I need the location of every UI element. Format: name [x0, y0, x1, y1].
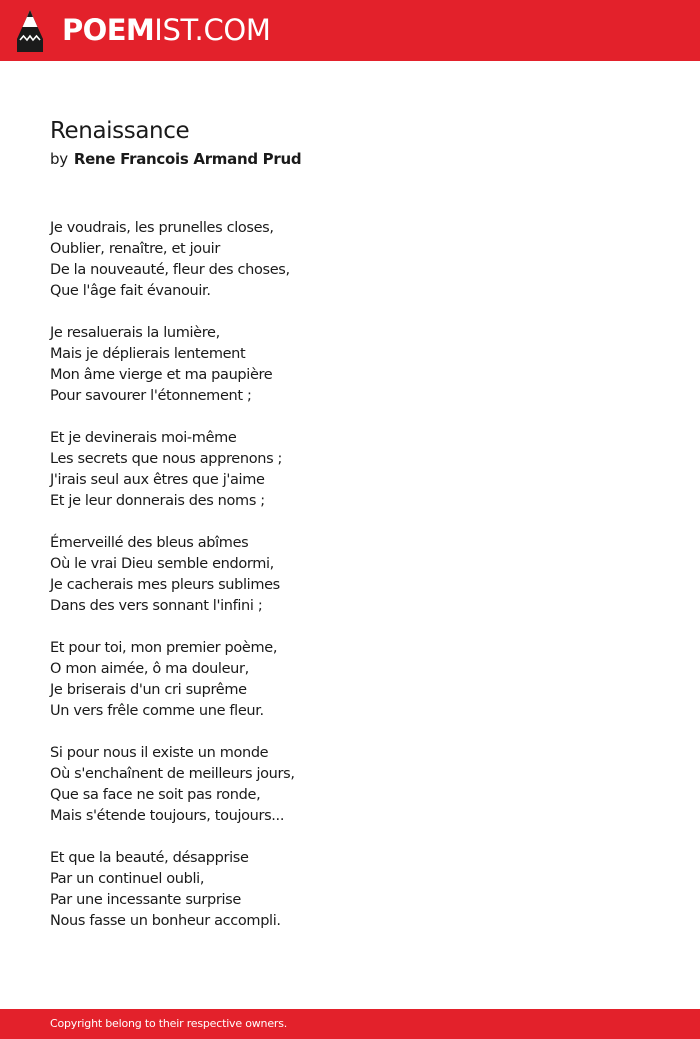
stanza: [50, 218, 650, 302]
poem-line: Que sa face ne soit pas ronde,: [50, 787, 261, 803]
poem-line: Mais je déplierais lentement: [50, 346, 246, 362]
stanza: [50, 428, 650, 512]
site-logo[interactable]: [62, 12, 271, 48]
poem-line: Nous fasse un bonheur accompli.: [50, 913, 281, 929]
poem-line: De la nouveauté, fleur des choses,: [50, 262, 290, 278]
byline: [50, 148, 301, 170]
site-header: [0, 0, 700, 61]
copyright-text: Copyright belong to their respective owners.: [50, 1017, 288, 1030]
logo-text-light: IST.COM: [154, 13, 271, 47]
pencil-icon[interactable]: [17, 9, 43, 52]
poem-line: Je resaluerais la lumière,: [50, 325, 220, 341]
poem-line: O mon aimée, ô ma douleur,: [50, 661, 249, 677]
poem-line: Et je devinerais moi-même: [50, 430, 237, 446]
poem-body: [50, 218, 650, 953]
poem-line: Un vers frêle comme une fleur.: [50, 703, 264, 719]
author-name: Rene Francois Armand Prud: [73, 150, 302, 168]
poem-line: Et je leur donnerais des noms ;: [50, 493, 265, 509]
stanza: [50, 848, 650, 932]
poem-line: J'irais seul aux êtres que j'aime: [50, 472, 265, 488]
logo-text-bold: POEM: [62, 13, 155, 47]
poem-line: Par une incessante surprise: [50, 892, 241, 908]
poem-line: Que l'âge fait évanouir.: [50, 283, 211, 299]
poem-line: Où s'enchaînent de meilleurs jours,: [50, 766, 295, 782]
stanza: [50, 323, 650, 407]
poem-line: Par un continuel oubli,: [50, 871, 205, 887]
poem-line: Dans des vers sonnant l'infini ;: [50, 598, 263, 614]
by-label: by: [50, 150, 68, 168]
stanza: [50, 743, 650, 827]
poem-line: Et que la beauté, désapprise: [50, 850, 249, 866]
poem-title: Renaissance: [50, 118, 190, 144]
poem-line: Je voudrais, les prunelles closes,: [50, 220, 274, 236]
poem-line: Mais s'étende toujours, toujours...: [50, 808, 285, 824]
poem-line: Si pour nous il existe un monde: [50, 745, 269, 761]
poem-line: Mon âme vierge et ma paupière: [50, 367, 273, 383]
site-footer: [0, 1009, 700, 1039]
poem-line: Et pour toi, mon premier poème,: [50, 640, 278, 656]
poem-line: Oublier, renaître, et jouir: [50, 241, 220, 257]
poem-line: Les secrets que nous apprenons ;: [50, 451, 283, 467]
poem-line: Émerveillé des bleus abîmes: [50, 535, 249, 551]
poem-line: Pour savourer l'étonnement ;: [50, 388, 252, 404]
stanza: [50, 533, 650, 617]
poem-line: Je briserais d'un cri suprême: [50, 682, 247, 698]
poem-line: Où le vrai Dieu semble endormi,: [50, 556, 274, 572]
poem-line: Je cacherais mes pleurs sublimes: [50, 577, 280, 593]
stanza: [50, 638, 650, 722]
